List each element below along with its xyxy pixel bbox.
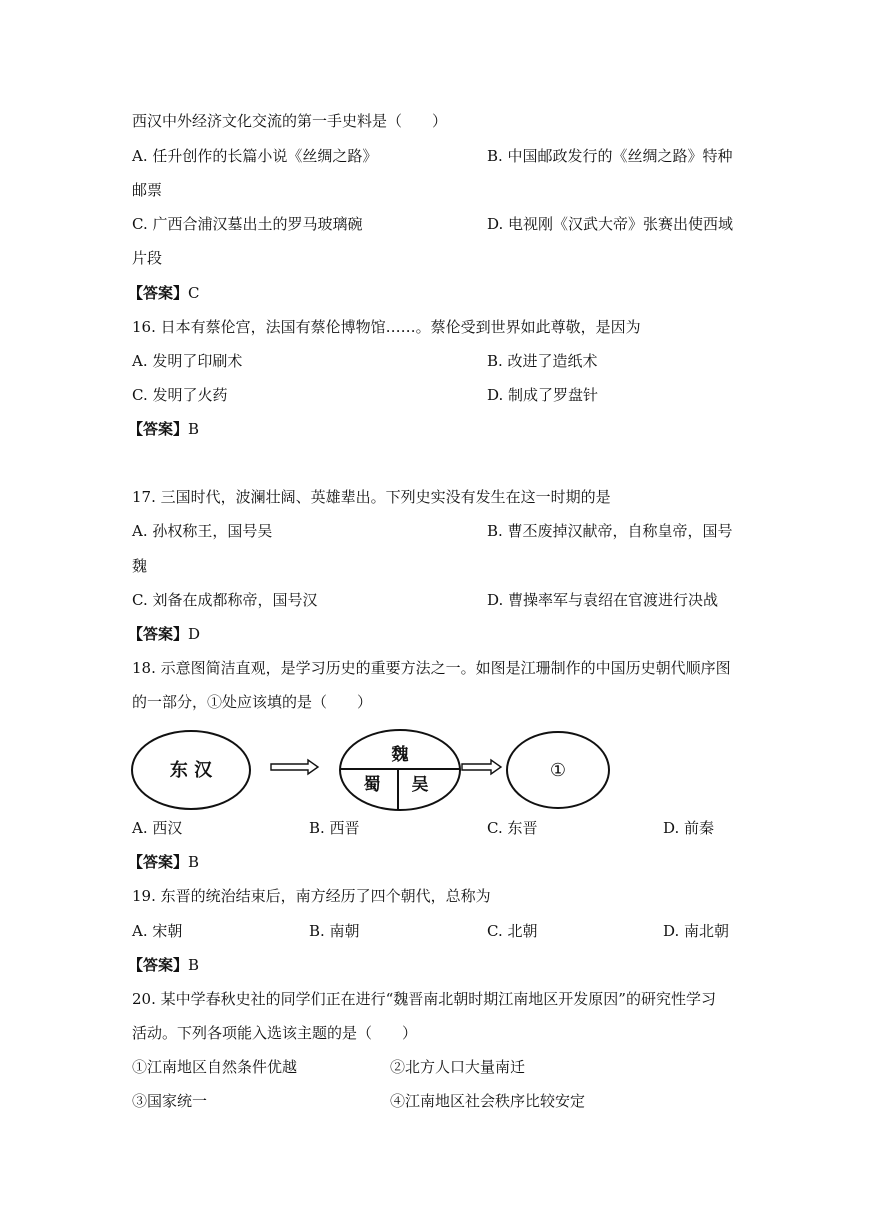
q18-option-d: D. 前秦 xyxy=(663,819,715,837)
q15-option-d: D. 电视刚《汉武大帝》张赛出使西域 xyxy=(487,215,734,233)
q20-item-2: ②北方人口大量南迁 xyxy=(390,1058,526,1076)
q18-option-a: A. 西汉 xyxy=(132,819,183,837)
shu-label: 蜀 xyxy=(363,775,381,795)
q17-stem: 17. 三国时代，波澜壮阔、英雄辈出。下列史实没有发生在这一时期的是 xyxy=(132,488,611,506)
q20-item-4: ④江南地区社会秩序比较安定 xyxy=(390,1092,586,1110)
answer-label: 【答案】 xyxy=(128,956,189,974)
q17-option-c: C. 刘备在成都称帝，国号汉 xyxy=(132,591,318,609)
q16-option-d: D. 制成了罗盘针 xyxy=(487,386,599,404)
q17-option-d: D. 曹操率军与袁绍在官渡进行决战 xyxy=(487,591,719,609)
q20-item-3: ③国家统一 xyxy=(132,1092,208,1110)
q18-stem-line2: 的一部分，①处应该填的是（ ） xyxy=(132,693,373,711)
answer-value: B xyxy=(188,956,200,974)
answer-value: D xyxy=(188,625,201,643)
answer-label: 【答案】 xyxy=(128,853,189,871)
q16-option-b: B. 改进了造纸术 xyxy=(487,352,598,370)
q17-option-b: B. 曹丕废掉汉献帝，自称皇帝，国号 xyxy=(487,522,733,540)
q20-stem-line2: 活动。下列各项能入选该主题的是（ ） xyxy=(132,1024,418,1042)
answer-value: B xyxy=(188,420,200,438)
q15-option-b-cont: 邮票 xyxy=(132,181,163,199)
q18-stem-line1: 18. 示意图简洁直观，是学习历史的重要方法之一。如图是江珊制作的中国历史朝代顺序图 xyxy=(132,659,731,677)
q18-option-b: B. 西晋 xyxy=(309,819,360,837)
q18-option-c: C. 东晋 xyxy=(487,819,538,837)
answer-label: 【答案】 xyxy=(128,420,189,438)
answer-value: B xyxy=(188,853,200,871)
q17-answer xyxy=(128,624,200,644)
q19-option-d: D. 南北朝 xyxy=(663,922,730,940)
q19-option-c: C. 北朝 xyxy=(487,922,538,940)
q18-answer xyxy=(128,852,199,872)
answer-label: 【答案】 xyxy=(128,625,189,643)
q19-answer xyxy=(128,955,199,975)
q20-item-1: ①江南地区自然条件优越 xyxy=(132,1058,298,1076)
wu-label: 吴 xyxy=(411,775,429,795)
blank-circled-one: ① xyxy=(549,760,567,781)
q19-option-a: A. 宋朝 xyxy=(132,922,183,940)
q19-stem: 19. 东晋的统治结束后，南方经历了四个朝代，总称为 xyxy=(132,887,491,905)
q17-option-a: A. 孙权称王，国号吴 xyxy=(132,522,273,540)
east-han-label: 东 汉 xyxy=(169,760,213,781)
q16-stem: 16. 日本有蔡伦宫，法国有蔡伦博物馆……。蔡伦受到世界如此尊敬，是因为 xyxy=(132,318,641,336)
q15-option-b: B. 中国邮政发行的《丝绸之路》特种 xyxy=(487,147,733,165)
arrow-2 xyxy=(462,760,501,774)
q15-stem: 西汉中外经济文化交流的第一手史料是（ ） xyxy=(132,112,448,130)
q19-option-b: B. 南朝 xyxy=(309,922,360,940)
q16-answer xyxy=(128,419,199,439)
q15-option-a: A. 任升创作的长篇小说《丝绸之路》 xyxy=(132,147,378,165)
q16-option-c: C. 发明了火药 xyxy=(132,386,228,404)
wei-label: 魏 xyxy=(391,745,409,765)
q17-option-b-cont: 魏 xyxy=(132,557,148,575)
answer-label: 【答案】 xyxy=(128,284,189,302)
q20-stem-line1: 20. 某中学春秋史社的同学们正在进行“魏晋南北朝时期江南地区开发原因”的研究性学习 xyxy=(132,990,716,1008)
q15-answer xyxy=(128,283,200,303)
dynasty-sequence-diagram xyxy=(128,726,618,836)
q15-option-c: C. 广西合浦汉墓出土的罗马玻璃碗 xyxy=(132,215,363,233)
q16-option-a: A. 发明了印刷术 xyxy=(132,352,243,370)
q15-option-d-cont: 片段 xyxy=(132,249,163,267)
arrow-1 xyxy=(271,760,318,774)
answer-value: C xyxy=(188,284,200,302)
